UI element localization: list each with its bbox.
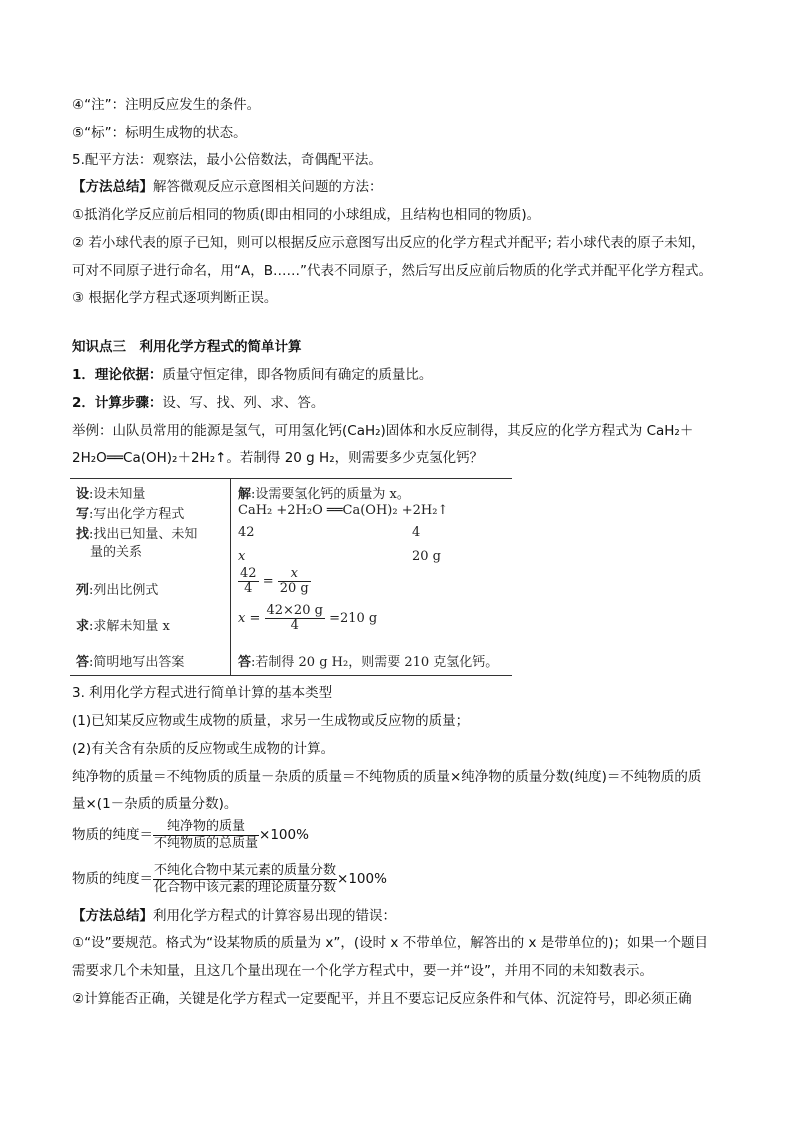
text-line: ③ 根据化学方程式逐项判断正误。 [72, 290, 278, 306]
method-summary-line [72, 907, 396, 925]
point-heading: 1．理论依据： [72, 367, 163, 383]
proportion: $\frac{42}{4}$ = $\frac{x}{20 g}$ [240, 566, 309, 596]
method-summary-heading: 【方法总结】 [72, 179, 153, 195]
step-find: 找:找出已知量、未知 [76, 527, 198, 542]
step-list: 列:列出比例式 [76, 583, 159, 598]
fraction: $\frac{\text{纯净物的质量}}{\text{不纯物质的总质量}}$ [154, 818, 259, 851]
unknown-x: x [238, 549, 246, 564]
method-summary-heading: 【方法总结】 [72, 908, 153, 924]
solution-table [70, 478, 512, 676]
solve-x: x = $\frac{42\times 20 g}{4}$ =210 g [238, 603, 378, 633]
text-line: 5.配平方法：观察法，最小公倍数法，奇偶配平法。 [72, 152, 382, 168]
answer-set: 解:设需要氢化钙的质量为 x。 [238, 487, 410, 502]
text-line: 3. 利用化学方程式进行简单计算的基本类型 [72, 685, 333, 701]
answers-column [238, 479, 510, 675]
text-line: (1)已知某反应物或生成物的质量，求另一生成物或反应物的质量； [72, 713, 470, 729]
text-line: 可对不同原子进行命名，用“A，B……”代表不同原子，然后写出反应前后物质的化学式并配平化学方程式。 [72, 263, 712, 279]
fraction: $\frac{x}{20 g}$ [279, 566, 309, 596]
section-heading: 知识点三 利用化学方程式的简单计算 [72, 339, 302, 355]
step-set: 设:设未知量 [76, 487, 146, 502]
step-write: 写:写出化学方程式 [76, 507, 185, 522]
step-find-cont: 量的关系 [90, 545, 143, 560]
text-line: 需要求几个未知量，且这几个量出现在一个化学方程式中，要一并“设”，并用不同的未知数表示。 [72, 963, 653, 979]
text-line: ①抵消化学反应前后相同的物质(即由相同的小球组成，且结构也相同的物质)。 [72, 207, 541, 223]
step-answer: 答:简明地写出答案 [76, 655, 185, 670]
point-heading: 2．计算步骤： [72, 395, 163, 411]
method-summary-text: 利用化学方程式的计算容易出现的错误： [153, 908, 396, 924]
text-line: ②计算能否正确，关键是化学方程式一定要配平，并且不要忘记反应条件和气体、沉淀符号，即必须正确 [72, 991, 692, 1007]
text-line: 量×(1－杂质的质量分数)。 [72, 796, 238, 812]
final-answer: 答:若制得 20 g H₂，则需要 210 克氢化钙。 [238, 655, 499, 670]
fraction: $\frac{\text{不纯化合物中某元素的质量分数}}{\text{化合物中该元素的理论质量分数}}$ [154, 862, 337, 895]
point-text: 设、写、找、列、求、答。 [162, 395, 325, 411]
purity-formula-2: 物质的纯度＝ $\frac{\text{不纯化合物中某元素的质量分数}}{\text{化合物中该元素的理论质量分数}}$ ×100% [72, 862, 387, 895]
point-line [72, 394, 324, 412]
text-line: 纯净物的质量＝不纯物质的质量－杂质的质量＝不纯物质的质量×纯净物的质量分数(纯度)＝不纯物质的质 [72, 769, 702, 785]
purity-formula-1: 物质的纯度＝ $\frac{\text{纯净物的质量}}{\text{不纯物质的总质量}}$ ×100% [72, 818, 309, 851]
molar-mass-cah2: 42 [238, 525, 255, 540]
text-line: ①“设”要规范。格式为“设某物质的质量为 x”，(设时 x 不带单位，解答出的 x 是带单位的)；如果一个题目 [72, 935, 709, 951]
example-line: 2H₂O══Ca(OH)₂＋2H₂↑。若制得 20 g H₂，则需要多少克氢化钙？ [72, 450, 484, 466]
text-line: ⑤“标”：标明生成物的状态。 [72, 125, 247, 141]
chemical-equation: CaH₂ +2H₂O ══Ca(OH)₂ +2H₂↑ [238, 503, 449, 518]
point-text: 质量守恒定律，即各物质间有确定的质量比。 [162, 367, 433, 383]
point-line [72, 366, 432, 384]
text-line: ② 若小球代表的原子已知，则可以根据反应示意图写出反应的化学方程式并配平; 若小球代表的原子未知， [72, 235, 705, 251]
fraction: $\frac{42\times 20 g}{4}$ [266, 603, 323, 633]
steps-column [70, 479, 231, 675]
text-line: ④“注”：注明反应发生的条件。 [72, 97, 261, 113]
example-line: 举例：山队员常用的能源是氢气，可用氢化钙(CaH₂)固体和水反应制得，其反应的化学方程式为 CaH₂＋ [72, 423, 694, 439]
step-solve: 求:求解未知量 x [76, 619, 170, 634]
molar-mass-h2: 4 [412, 525, 421, 540]
method-summary-text: 解答微观反应示意图相关问题的方法： [153, 179, 383, 195]
text-line: (2)有关含有杂质的反应物或生成物的计算。 [72, 741, 335, 757]
known-mass: 20 g [412, 549, 441, 564]
fraction: $\frac{42}{4}$ [240, 566, 257, 596]
method-summary-line [72, 178, 383, 196]
